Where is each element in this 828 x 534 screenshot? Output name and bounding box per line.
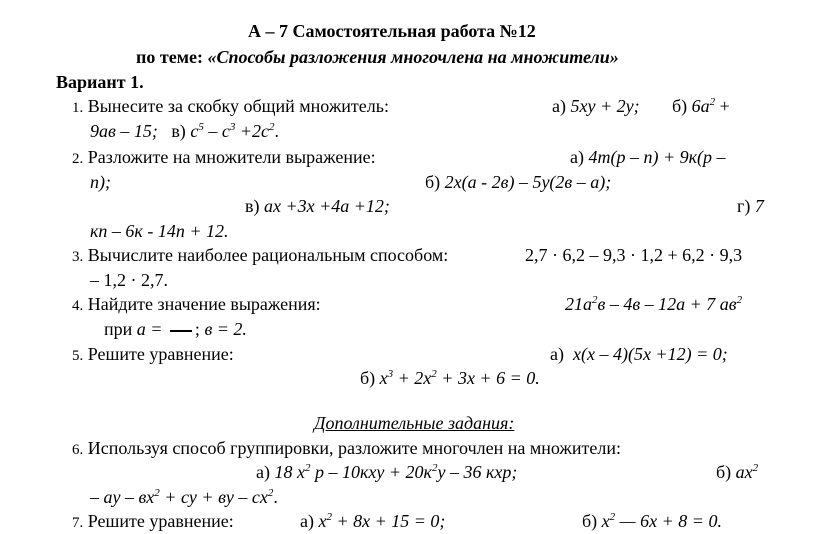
task-7-a: а) $x^2 + 8x + 15 = 0$; <box>300 511 446 531</box>
task-5-a: а) x(x – 4)(5x +12) = 0; <box>550 344 728 364</box>
task-5-b: б) $x^3 + 2x^2 + 3x + 6 = 0$. <box>360 368 540 388</box>
task-6-b: б) $ax^2$ <box>716 462 759 482</box>
task-2-a: а) 4m(p – n) + 9к(p – <box>570 147 726 167</box>
task-2-d: г) 7 <box>737 196 764 216</box>
task-2-a-cont: n); <box>90 172 111 192</box>
task-3: 3. Вычислите наиболее рациональным способом: <box>72 245 449 265</box>
task-1: 1. Вынесите за скобку общий множитель: <box>72 96 389 116</box>
fraction-bar <box>170 330 192 332</box>
task-1-cont: 9ав – 15; в) $c^5 - c^3 +2c^2$. <box>90 121 279 141</box>
task-3-expr-cont: – 1,2 · 2,7. <box>90 270 168 290</box>
topic-line: по теме: «Способы разложения многочлена на множители» <box>136 47 619 67</box>
task-6-a: а) 18 $x^2$ $p - 10кxy + 20к^2y - 36$ кxp; <box>256 462 518 482</box>
extra-title: Дополнительные задания: <box>314 413 515 433</box>
task-1-b: б) $6a^2$ + <box>672 96 730 116</box>
task-5: 5. Решите уравнение: <box>72 344 234 364</box>
task-2-b: б) 2x(а - 2в) – 5у(2в – а); <box>425 172 612 192</box>
task-3-expr: 2,7 · 6,2 – 9,3 · 1,2 + 6,2 · 9,3 <box>525 245 743 265</box>
task-1-a: а) 5xy + 2y; <box>552 96 640 116</box>
task-4-cond: при a = ; в = 2. <box>104 319 247 339</box>
task-7-b: б) $x^2$ — 6x + 8 = 0. <box>582 511 722 531</box>
task-2-c: в) ax +3x +4a +12; <box>245 196 390 216</box>
task-6-b-cont: – ay – $вx^2$ + cy + вy – $cx^2$. <box>90 487 278 507</box>
task-2: 2. Разложите на множители выражение: <box>72 147 376 167</box>
task-4-expr: $21a^2в - 4в - 12a + 7$ $aв^2$ <box>565 294 743 314</box>
task-4: 4. Найдите значение выражения: <box>72 294 321 314</box>
page-title: А – 7 Самостоятельная работа №12 <box>248 21 536 41</box>
variant-label: Вариант 1. <box>56 72 144 92</box>
task-6: 6. Используя способ группировки, разложите многочлен на множители: <box>72 438 621 458</box>
task-2-d-cont: кп – 6к - 14п + 12. <box>90 221 229 241</box>
task-7: 7. Решите уравнение: <box>72 511 234 531</box>
